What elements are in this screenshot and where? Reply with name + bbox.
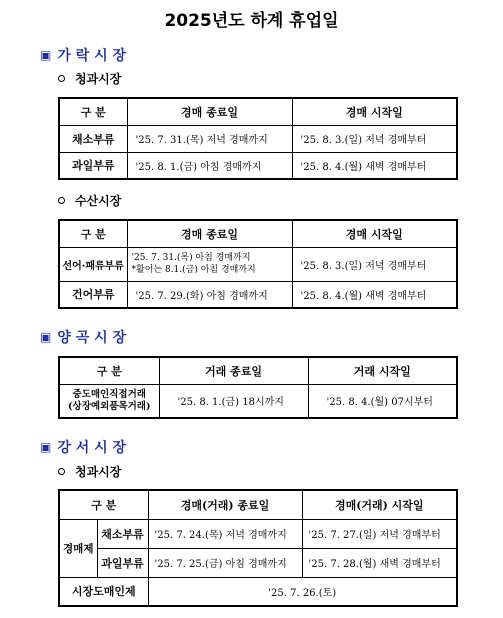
section-heading-gangseo (40, 437, 126, 457)
table-row (59, 548, 457, 577)
start-date-cell: '25. 8. 3.(일) 저녁 경매부터 (292, 247, 457, 281)
table-row (59, 519, 457, 548)
end-date-note: *활어는 8.1.(금) 아침 경매까지 (131, 265, 256, 275)
page-title: 2025년도 하계 휴업일 (164, 11, 339, 31)
row-label: 과일부류 (59, 152, 127, 179)
end-date-cell: '25. 7. 24.(목) 저녁 경매까지 (148, 519, 302, 548)
end-date-cell: '25. 7. 29.(화) 아침 경매까지 (127, 281, 292, 308)
table-row (59, 152, 457, 179)
start-date-cell: '25. 8. 4.(월) 새벽 경매부터 (292, 152, 457, 179)
section-name: 양 곡 시 장 (57, 330, 127, 346)
group-label: 경매제 (59, 519, 97, 577)
square-bullet-icon: ▣ (40, 440, 52, 454)
header-cell: 경매(거래) 시작일 (302, 490, 457, 519)
table-row (59, 247, 457, 281)
header-cell: 경매 시작일 (292, 220, 457, 247)
square-bullet-icon: ▣ (40, 330, 52, 344)
row-label: 건어부류 (59, 281, 127, 308)
header-cell: 구 분 (59, 98, 127, 125)
subsection-heading-gangseo-fruit (58, 463, 121, 480)
row-label-line2: (상장예외품목거래) (68, 400, 151, 412)
table-row (59, 281, 457, 308)
table-row (59, 384, 457, 418)
start-date-cell: '25. 7. 27.(일) 저녁 경매부터 (302, 519, 457, 548)
end-date-cell: '25. 8. 1.(금) 18시까지 (159, 384, 308, 418)
header-cell: 구 분 (59, 357, 159, 384)
section-heading-garak (40, 45, 126, 65)
end-date-cell: '25. 7. 31.(목) 저녁 경매까지 (127, 125, 292, 152)
header-cell: 거래 시작일 (308, 357, 457, 384)
subsection-heading-garak-seafood (58, 192, 121, 209)
header-cell: 경매(거래) 종료일 (148, 490, 302, 519)
table-header-row (59, 490, 457, 519)
row-label: 채소부류 (97, 519, 148, 548)
end-date-text: '25. 7. 31.(목) 아침 경매까지 (131, 253, 251, 263)
header-cell: 경매 종료일 (127, 220, 292, 247)
header-cell: 경매 시작일 (292, 98, 457, 125)
row-label-line1: 중도매인직접거래 (72, 388, 146, 400)
row-label: 선어·패류부류 (59, 247, 127, 281)
date-cell: '25. 7. 26.(토) (148, 577, 457, 606)
subsection-name: 청과시장 (75, 465, 122, 479)
row-label: 시장도매인제 (59, 577, 148, 606)
garak-seafood-table (58, 219, 458, 309)
circle-bullet-icon (58, 75, 65, 82)
table-header-row (59, 220, 457, 247)
end-date-cell (127, 247, 292, 281)
section-name: 가 락 시 장 (57, 48, 127, 64)
row-label: 과일부류 (97, 548, 148, 577)
header-cell: 구 분 (59, 490, 148, 519)
start-date-cell: '25. 8. 3.(일) 저녁 경매부터 (292, 125, 457, 152)
section-name: 강 서 시 장 (57, 440, 127, 456)
circle-bullet-icon (58, 468, 65, 475)
end-date-cell: '25. 7. 25.(금) 아침 경매까지 (148, 548, 302, 577)
subsection-name: 청과시장 (75, 72, 122, 86)
gangseo-fruit-table (58, 489, 458, 607)
row-label: 채소부류 (59, 125, 127, 152)
table-row (59, 577, 457, 606)
header-cell: 거래 종료일 (159, 357, 308, 384)
row-label (59, 384, 159, 418)
start-date-cell: '25. 8. 4.(월) 07시부터 (308, 384, 457, 418)
header-cell: 구 분 (59, 220, 127, 247)
garak-fruit-table (58, 97, 458, 180)
table-header-row (59, 98, 457, 125)
subsection-name: 수산시장 (75, 194, 122, 208)
start-date-cell: '25. 7. 28.(월) 새벽 경매부터 (302, 548, 457, 577)
subsection-heading-garak-fruit (58, 70, 121, 87)
table-header-row (59, 357, 457, 384)
header-cell: 경매 종료일 (127, 98, 292, 125)
table-row (59, 125, 457, 152)
start-date-cell: '25. 8. 4.(월) 새벽 경매부터 (292, 281, 457, 308)
square-bullet-icon: ▣ (40, 48, 52, 62)
yanggok-table (58, 356, 458, 419)
circle-bullet-icon (58, 197, 65, 204)
section-heading-yanggok (40, 327, 126, 347)
end-date-cell: '25. 8. 1.(금) 아침 경매까지 (127, 152, 292, 179)
